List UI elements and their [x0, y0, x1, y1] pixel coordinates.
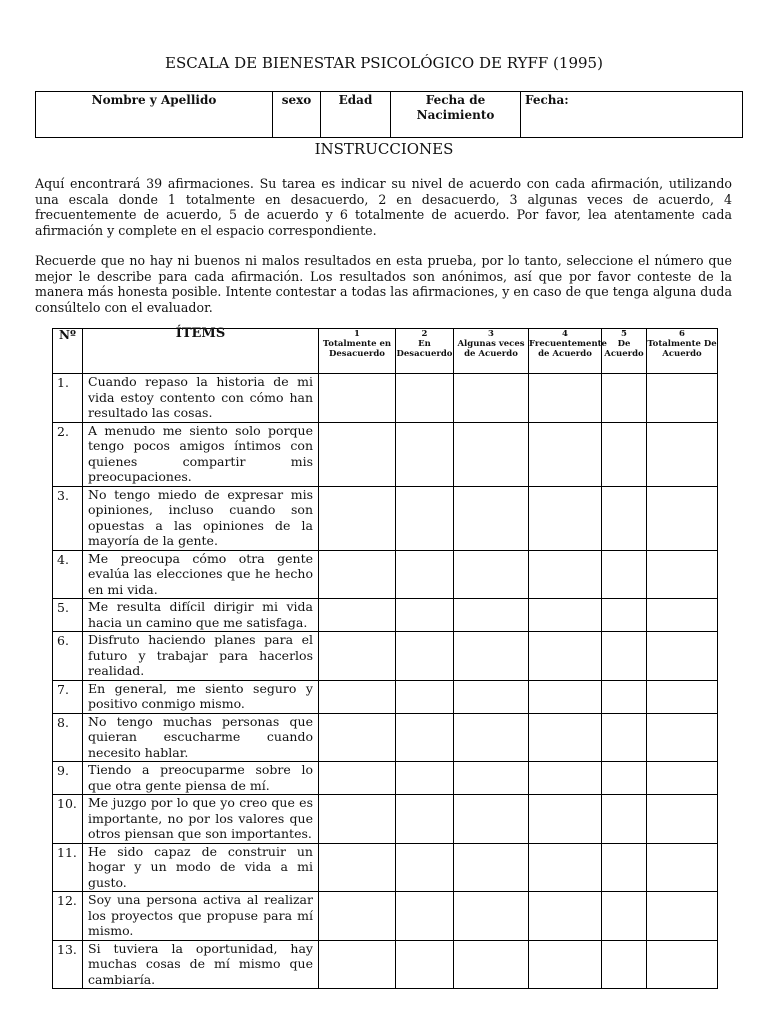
- answer-cell-2[interactable]: [396, 843, 454, 892]
- table-row: [53, 795, 718, 844]
- table-row: [53, 422, 718, 486]
- answer-cell-6[interactable]: [647, 843, 718, 892]
- item-number: 8.: [53, 713, 83, 762]
- birthdate-field[interactable]: Fecha de Nacimiento: [391, 92, 521, 138]
- answer-cell-4[interactable]: [529, 713, 602, 762]
- respondent-info-table: [35, 91, 743, 138]
- answer-cell-2[interactable]: [396, 632, 454, 681]
- item-number: 5.: [53, 599, 83, 632]
- answer-cell-1[interactable]: [319, 713, 396, 762]
- answer-cell-5[interactable]: [602, 680, 647, 713]
- answer-cell-3[interactable]: [454, 713, 529, 762]
- answer-cell-4[interactable]: [529, 632, 602, 681]
- answer-cell-5[interactable]: [602, 892, 647, 941]
- answer-cell-6[interactable]: [647, 599, 718, 632]
- item-text: Me juzgo por lo que yo creo que es importante, no por los valores que otros piensan que son importantes.: [83, 795, 319, 844]
- item-text: Me resulta difícil dirigir mi vida hacia un camino que me satisfaga.: [83, 599, 319, 632]
- item-text: Disfruto haciendo planes para el futuro y trabajar para hacerlos realidad.: [83, 632, 319, 681]
- column-header-scale-4: 4 Frecuentemente de Acuerdo: [529, 329, 602, 374]
- answer-cell-3[interactable]: [454, 550, 529, 599]
- answer-cell-1[interactable]: [319, 422, 396, 486]
- item-number: 3.: [53, 486, 83, 550]
- item-number: 7.: [53, 680, 83, 713]
- answer-cell-6[interactable]: [647, 374, 718, 423]
- answer-cell-6[interactable]: [647, 892, 718, 941]
- answer-cell-3[interactable]: [454, 843, 529, 892]
- answer-cell-2[interactable]: [396, 599, 454, 632]
- answer-cell-2[interactable]: [396, 713, 454, 762]
- answer-cell-6[interactable]: [647, 940, 718, 989]
- age-field[interactable]: Edad: [321, 92, 391, 138]
- instructions-heading: INSTRUCCIONES: [314, 140, 454, 158]
- column-header-scale-5: 5 De Acuerdo: [602, 329, 647, 374]
- answer-cell-1[interactable]: [319, 680, 396, 713]
- item-number: 6.: [53, 632, 83, 681]
- item-number: 4.: [53, 550, 83, 599]
- answer-cell-6[interactable]: [647, 486, 718, 550]
- answer-cell-4[interactable]: [529, 680, 602, 713]
- answer-cell-5[interactable]: [602, 713, 647, 762]
- item-number: 13.: [53, 940, 83, 989]
- column-header-scale-6: 6 Totalmente De Acuerdo: [647, 329, 718, 374]
- sex-field[interactable]: sexo: [273, 92, 321, 138]
- answer-cell-4[interactable]: [529, 550, 602, 599]
- item-number: 1.: [53, 374, 83, 423]
- answer-cell-5[interactable]: [602, 940, 647, 989]
- answer-cell-2[interactable]: [396, 680, 454, 713]
- item-text: He sido capaz de construir un hogar y un modo de vida a mi gusto.: [83, 843, 319, 892]
- item-text: Soy una persona activa al realizar los proyectos que propuse para mí mismo.: [83, 892, 319, 941]
- table-row: [53, 843, 718, 892]
- answer-cell-1[interactable]: [319, 550, 396, 599]
- answer-cell-3[interactable]: [454, 374, 529, 423]
- answer-cell-2[interactable]: [396, 486, 454, 550]
- answer-cell-6[interactable]: [647, 422, 718, 486]
- table-row: [53, 632, 718, 681]
- answer-cell-2[interactable]: [396, 550, 454, 599]
- answer-cell-3[interactable]: [454, 599, 529, 632]
- item-number: 10.: [53, 795, 83, 844]
- answer-cell-5[interactable]: [602, 550, 647, 599]
- answer-cell-5[interactable]: [602, 486, 647, 550]
- item-text: Si tuviera la oportunidad, hay muchas cosas de mí mismo que cambiaría.: [83, 940, 319, 989]
- answer-cell-4[interactable]: [529, 486, 602, 550]
- table-row: [53, 762, 718, 795]
- table-row: [53, 599, 718, 632]
- answer-cell-3[interactable]: [454, 486, 529, 550]
- answer-cell-6[interactable]: [647, 795, 718, 844]
- column-header-scale-3: 3 Algunas veces de Acuerdo: [454, 329, 529, 374]
- answer-cell-1[interactable]: [319, 843, 396, 892]
- item-number: 2.: [53, 422, 83, 486]
- answer-cell-2[interactable]: [396, 795, 454, 844]
- item-number: 12.: [53, 892, 83, 941]
- answer-cell-4[interactable]: [529, 422, 602, 486]
- table-row: [53, 713, 718, 762]
- answer-cell-3[interactable]: [454, 762, 529, 795]
- answer-cell-4[interactable]: [529, 762, 602, 795]
- item-text: Me preocupa cómo otra gente evalúa las elecciones que he hecho en mi vida.: [83, 550, 319, 599]
- column-header-number: Nº: [53, 329, 83, 374]
- answer-cell-1[interactable]: [319, 762, 396, 795]
- table-row: [53, 374, 718, 423]
- items-header-row: [53, 329, 718, 374]
- answer-cell-2[interactable]: [396, 374, 454, 423]
- answer-cell-1[interactable]: [319, 940, 396, 989]
- answer-cell-2[interactable]: [396, 940, 454, 989]
- item-number: 9.: [53, 762, 83, 795]
- answer-cell-6[interactable]: [647, 550, 718, 599]
- answer-cell-3[interactable]: [454, 940, 529, 989]
- answer-cell-3[interactable]: [454, 632, 529, 681]
- item-text: Tiendo a preocuparme sobre lo que otra gente piensa de mí.: [83, 762, 319, 795]
- answer-cell-2[interactable]: [396, 762, 454, 795]
- items-table: [52, 328, 718, 989]
- answer-cell-4[interactable]: [529, 599, 602, 632]
- answer-cell-3[interactable]: [454, 422, 529, 486]
- answer-cell-1[interactable]: [319, 374, 396, 423]
- column-header-scale-2: 2 En Desacuerdo: [396, 329, 454, 374]
- answer-cell-5[interactable]: [602, 599, 647, 632]
- answer-cell-1[interactable]: [319, 599, 396, 632]
- answer-cell-6[interactable]: [647, 680, 718, 713]
- column-header-items: ÍTEMS: [83, 329, 319, 374]
- answer-cell-6[interactable]: [647, 762, 718, 795]
- answer-cell-5[interactable]: [602, 795, 647, 844]
- table-row: [53, 550, 718, 599]
- column-header-scale-1: 1 Totalmente en Desacuerdo: [319, 329, 396, 374]
- item-text: En general, me siento seguro y positivo conmigo mismo.: [83, 680, 319, 713]
- answer-cell-2[interactable]: [396, 422, 454, 486]
- answer-cell-6[interactable]: [647, 713, 718, 762]
- table-row: [53, 940, 718, 989]
- answer-cell-3[interactable]: [454, 680, 529, 713]
- answer-cell-5[interactable]: [602, 632, 647, 681]
- answer-cell-1[interactable]: [319, 795, 396, 844]
- instructions-paragraph-1: Aquí encontrará 39 afirmaciones. Su tarea es indicar su nivel de acuerdo con cada afirmación, utilizando una escala donde 1 totalmente en desacuerdo, 2 en desacuerdo, 3 algunas veces de acuerdo, 4 frecuentemente de acuerdo, 5 de acuerdo y 6 totalmente de acuerdo. Por favor, lea atentamente cada afirmación y complete en el espacio correspondiente.: [35, 176, 732, 238]
- answer-cell-1[interactable]: [319, 632, 396, 681]
- document-title: ESCALA DE BIENESTAR PSICOLÓGICO DE RYFF (1995): [165, 54, 603, 72]
- items-table-body: [53, 374, 718, 989]
- answer-cell-3[interactable]: [454, 795, 529, 844]
- item-number: 11.: [53, 843, 83, 892]
- answer-cell-5[interactable]: [602, 374, 647, 423]
- answer-cell-4[interactable]: [529, 795, 602, 844]
- item-text: No tengo miedo de expresar mis opiniones, incluso cuando son opuestas a las opiniones de la mayoría de la gente.: [83, 486, 319, 550]
- answer-cell-2[interactable]: [396, 892, 454, 941]
- answer-cell-6[interactable]: [647, 632, 718, 681]
- instructions-paragraph-2: Recuerde que no hay ni buenos ni malos resultados en esta prueba, por lo tanto, seleccione el número que mejor le describe para cada afirmación. Los resultados son anónimos, así que por favor conteste de la manera más honesta posible. Intente contestar a todas las afirmaciones, y en caso de que tenga alguna duda consúltelo con el evaluador.: [35, 253, 732, 315]
- answer-cell-1[interactable]: [319, 892, 396, 941]
- date-field[interactable]: Fecha:: [521, 92, 743, 138]
- table-row: [53, 892, 718, 941]
- name-field[interactable]: Nombre y Apellido: [36, 92, 273, 138]
- answer-cell-4[interactable]: [529, 374, 602, 423]
- item-text: No tengo muchas personas que quieran escucharme cuando necesito hablar.: [83, 713, 319, 762]
- answer-cell-5[interactable]: [602, 762, 647, 795]
- answer-cell-3[interactable]: [454, 892, 529, 941]
- item-text: A menudo me siento solo porque tengo pocos amigos íntimos con quienes compartir mis preocupaciones.: [83, 422, 319, 486]
- item-text: Cuando repaso la historia de mi vida estoy contento con cómo han resultado las cosas.: [83, 374, 319, 423]
- answer-cell-4[interactable]: [529, 892, 602, 941]
- answer-cell-1[interactable]: [319, 486, 396, 550]
- answer-cell-5[interactable]: [602, 843, 647, 892]
- answer-cell-4[interactable]: [529, 940, 602, 989]
- table-row: [53, 680, 718, 713]
- table-row: [53, 486, 718, 550]
- answer-cell-5[interactable]: [602, 422, 647, 486]
- answer-cell-4[interactable]: [529, 843, 602, 892]
